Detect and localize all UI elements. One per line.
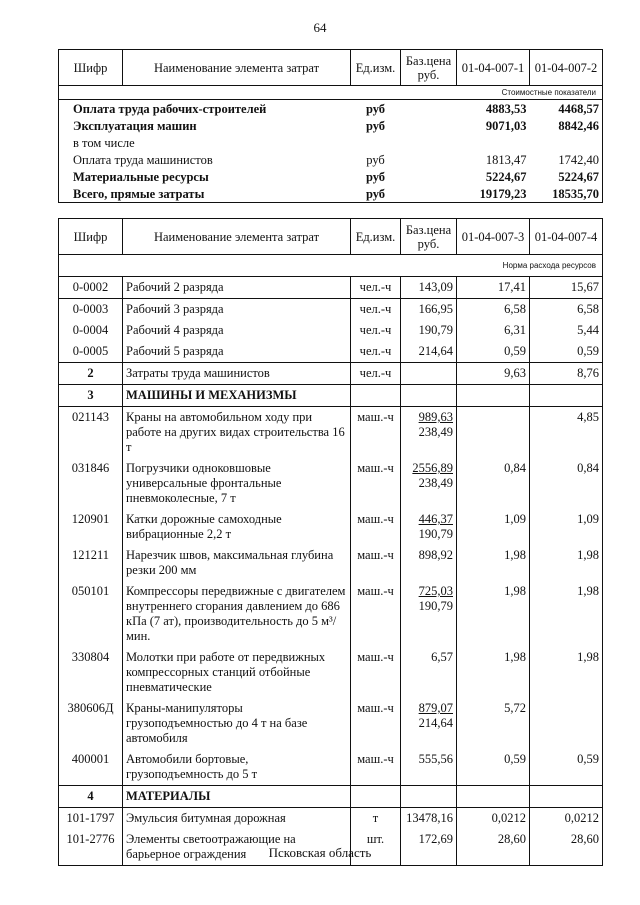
row-value-2: 1,98 — [530, 647, 603, 698]
row-value-1: 17,41 — [457, 277, 530, 299]
row-code: 3 — [59, 385, 123, 407]
row-name: Материальные ресурсы — [59, 168, 351, 185]
machinist-price: 238,49 — [418, 476, 453, 490]
table-row — [59, 698, 603, 749]
row-value-2: 5,44 — [530, 320, 603, 341]
row-value-1: 6,58 — [457, 299, 530, 321]
machinist-price: 190,79 — [418, 527, 453, 541]
table-row — [59, 647, 603, 698]
row-value-2: 0,59 — [530, 749, 603, 786]
column-header: Баз.цена руб. — [401, 50, 457, 86]
row-code: 0-0005 — [59, 341, 123, 363]
row-unit — [351, 385, 401, 407]
row-unit: маш.-ч — [351, 509, 401, 545]
row-name: Эмульсия битумная дорожная — [123, 808, 351, 830]
row-base-price: 143,09 — [401, 277, 457, 299]
row-base-price — [401, 698, 457, 749]
table-row — [59, 320, 603, 341]
table-row — [59, 385, 603, 407]
row-unit: руб — [351, 185, 401, 203]
row-unit: чел.-ч — [351, 341, 401, 363]
row-value-2: 0,0212 — [530, 808, 603, 830]
row-code: 031846 — [59, 458, 123, 509]
row-name: Всего, прямые затраты — [59, 185, 351, 203]
table-row — [59, 151, 603, 168]
row-unit: маш.-ч — [351, 458, 401, 509]
table-header-row — [59, 219, 603, 255]
table-subheader-row — [59, 255, 603, 277]
price-stack — [412, 461, 453, 491]
row-name: МАШИНЫ И МЕХАНИЗМЫ — [123, 385, 351, 407]
row-value-1: 1,98 — [457, 581, 530, 647]
row-name: Затраты труда машинистов — [123, 363, 351, 385]
row-value-1: 1,98 — [457, 545, 530, 581]
table-row — [59, 299, 603, 321]
row-code: 121211 — [59, 545, 123, 581]
total-price: 725,03 — [418, 584, 453, 598]
row-value-1 — [457, 407, 530, 459]
table-row — [59, 509, 603, 545]
row-unit: чел.-ч — [351, 320, 401, 341]
row-code: 120901 — [59, 509, 123, 545]
row-value-2: 28,60 — [530, 829, 603, 866]
row-unit — [351, 786, 401, 808]
column-header: Ед.изм. — [351, 50, 401, 86]
row-value-2: 18535,70 — [530, 185, 603, 203]
row-value-1: 0,59 — [457, 749, 530, 786]
row-base-price: 13478,16 — [401, 808, 457, 830]
row-code: 050101 — [59, 581, 123, 647]
row-name: Оплата труда рабочих-строителей — [59, 100, 351, 118]
price-stack — [419, 512, 453, 542]
row-value-2: 1,09 — [530, 509, 603, 545]
row-unit: маш.-ч — [351, 581, 401, 647]
row-unit — [351, 134, 401, 151]
machinist-price: 190,79 — [418, 599, 453, 613]
row-code: 2 — [59, 363, 123, 385]
row-name: Компрессоры передвижные с двигателем внутреннего сгорания давлением до 686 кПа (7 ат), производительность до 5 м³/мин. — [123, 581, 351, 647]
row-name: Нарезчик швов, максимальная глубина резки 200 мм — [123, 545, 351, 581]
row-base-price: 166,95 — [401, 299, 457, 321]
row-value-2: 0,59 — [530, 341, 603, 363]
row-value-1: 4883,53 — [485, 101, 527, 116]
row-name: Элементы светоотражающие на барьерное ограждения — [123, 829, 351, 866]
row-value-2: 0,84 — [530, 458, 603, 509]
column-header: 01-04-007-2 — [530, 50, 603, 86]
price-stack — [419, 584, 453, 614]
row-code: 0-0004 — [59, 320, 123, 341]
row-value-2: 4468,57 — [530, 100, 603, 118]
total-price: 989,63 — [418, 410, 453, 424]
column-header: Шифр — [59, 50, 123, 86]
table-row — [59, 117, 603, 134]
total-price: 446,37 — [418, 512, 453, 526]
row-name: Краны-манипуляторы грузоподъемностью до 4 т на базе автомобиля — [123, 698, 351, 749]
column-header: Ед.изм. — [351, 219, 401, 255]
row-unit: шт. — [351, 829, 401, 866]
table-row — [59, 185, 603, 203]
row-name: Эксплуатация машин — [59, 117, 351, 134]
row-value-1 — [457, 786, 530, 808]
row-value-1: 5224,67 — [485, 169, 527, 184]
row-value-2: 1,98 — [530, 545, 603, 581]
table-row — [59, 341, 603, 363]
row-base-price — [401, 134, 457, 151]
row-value-1: 1,09 — [457, 509, 530, 545]
row-base-price: 6,57 — [401, 647, 457, 698]
row-value-1: 19179,23 — [457, 185, 530, 203]
table-row — [59, 100, 603, 118]
column-header: Баз.цена руб. — [401, 219, 457, 255]
machinist-price: 214,64 — [418, 716, 453, 730]
column-header: 01-04-007-4 — [530, 219, 603, 255]
row-base-price: 214,64 — [401, 341, 457, 363]
price-stack — [419, 701, 453, 731]
row-base-price: 190,79 — [401, 320, 457, 341]
row-base-price — [401, 185, 457, 203]
table-row — [59, 363, 603, 385]
row-code: 021143 — [59, 407, 123, 459]
row-value-1: 28,60 — [457, 829, 530, 866]
table-row — [59, 168, 603, 185]
row-value-1: 0,0212 — [457, 808, 530, 830]
row-value-2: 6,58 — [530, 299, 603, 321]
row-value-2: 4,85 — [530, 407, 603, 459]
row-code: 400001 — [59, 749, 123, 786]
page-number: 64 — [313, 20, 327, 35]
row-base-price: 555,56 — [401, 749, 457, 786]
row-name: Молотки при работе от передвижных компрессорных станций отбойные пневматические — [123, 647, 351, 698]
machinist-price: 238,49 — [418, 425, 453, 439]
total-price: 2556,89 — [412, 461, 453, 475]
row-unit: маш.-ч — [351, 647, 401, 698]
row-code: 4 — [59, 786, 123, 808]
row-value-1: 9,63 — [457, 363, 530, 385]
row-name: Автомобили бортовые, грузоподъемность до 5 т — [123, 749, 351, 786]
total-price: 879,07 — [418, 701, 453, 715]
row-name: Краны на автомобильном ходу при работе на других видах строительства 16 т — [123, 407, 351, 459]
row-base-price — [401, 385, 457, 407]
table-row — [59, 407, 603, 459]
row-value-2: 8,76 — [530, 363, 603, 385]
row-base-price — [401, 458, 457, 509]
row-value-2: 1,98 — [530, 581, 603, 647]
row-name: Катки дорожные самоходные вибрационные 2,2 т — [123, 509, 351, 545]
row-value-2: 5224,67 — [530, 168, 603, 185]
row-name: Оплата труда машинистов — [59, 151, 351, 168]
row-code: 101-2776 — [59, 829, 123, 866]
row-value-1: 1813,47 — [485, 152, 527, 167]
row-unit: чел.-ч — [351, 363, 401, 385]
row-unit: чел.-ч — [351, 277, 401, 299]
column-header: 01-04-007-1 — [457, 50, 530, 86]
table-subheader: Норма расхода ресурсов — [59, 255, 603, 277]
row-base-price: 172,69 — [401, 829, 457, 866]
table-row — [59, 786, 603, 808]
row-value-2 — [530, 134, 603, 151]
row-value-1: 9071,03 — [485, 118, 527, 133]
row-name: МАТЕРИАЛЫ — [123, 786, 351, 808]
row-base-price — [401, 151, 457, 168]
table-header-row — [59, 50, 603, 86]
row-base-price — [401, 117, 457, 134]
row-value-2: 8842,46 — [530, 117, 603, 134]
table-row — [59, 808, 603, 830]
row-value-2: 15,67 — [530, 277, 603, 299]
table-subheader-row — [59, 86, 603, 100]
row-code: 101-1797 — [59, 808, 123, 830]
row-unit: маш.-ч — [351, 545, 401, 581]
row-value-1 — [457, 385, 530, 407]
row-code: 330804 — [59, 647, 123, 698]
table-row — [59, 277, 603, 299]
row-unit: руб — [365, 101, 386, 116]
row-base-price — [401, 509, 457, 545]
row-name: Рабочий 5 разряда — [123, 341, 351, 363]
row-value-2 — [530, 385, 603, 407]
row-name: Рабочий 4 разряда — [123, 320, 351, 341]
row-code: 0-0003 — [59, 299, 123, 321]
cost-indicators-table — [58, 49, 603, 203]
row-value-1: 6,31 — [457, 320, 530, 341]
row-base-price — [401, 786, 457, 808]
table-row — [59, 134, 603, 151]
row-value-2: 1742,40 — [530, 151, 603, 168]
table-row — [59, 581, 603, 647]
row-value-1: 0,59 — [457, 341, 530, 363]
row-value-1: 1,98 — [457, 647, 530, 698]
row-base-price — [401, 407, 457, 459]
row-name: Рабочий 3 разряда — [123, 299, 351, 321]
row-unit: т — [351, 808, 401, 830]
row-name: в том числе — [59, 134, 351, 151]
column-header: Шифр — [59, 219, 123, 255]
row-value-1: 5,72 — [457, 698, 530, 749]
row-unit: чел.-ч — [351, 299, 401, 321]
column-header: Наименование элемента затрат — [123, 50, 351, 86]
table-subheader: Стоимостные показатели — [59, 86, 603, 100]
table-row — [59, 749, 603, 786]
row-value-1 — [457, 134, 530, 151]
row-code: 380606Д — [59, 698, 123, 749]
row-base-price — [401, 168, 457, 185]
page-footer: Псковская область — [268, 845, 372, 860]
row-value-2 — [530, 698, 603, 749]
column-header: 01-04-007-3 — [457, 219, 530, 255]
row-base-price — [401, 363, 457, 385]
row-base-price: 898,92 — [401, 545, 457, 581]
table-row — [59, 458, 603, 509]
row-value-1: 0,84 — [457, 458, 530, 509]
row-unit: маш.-ч — [351, 407, 401, 459]
table-row — [59, 545, 603, 581]
row-code: 0-0002 — [59, 277, 123, 299]
row-unit: руб — [365, 169, 386, 184]
row-name: Погрузчики одноковшовые универсальные фронтальные пневмоколесные, 7 т — [123, 458, 351, 509]
row-unit: руб — [365, 118, 386, 133]
row-value-2 — [530, 786, 603, 808]
resource-norms-table — [58, 218, 603, 866]
price-stack — [419, 410, 453, 440]
row-unit: маш.-ч — [351, 698, 401, 749]
row-unit: маш.-ч — [351, 749, 401, 786]
row-base-price — [401, 100, 457, 118]
column-header: Наименование элемента затрат — [123, 219, 351, 255]
row-unit: руб — [366, 152, 385, 167]
row-base-price — [401, 581, 457, 647]
row-name: Рабочий 2 разряда — [123, 277, 351, 299]
